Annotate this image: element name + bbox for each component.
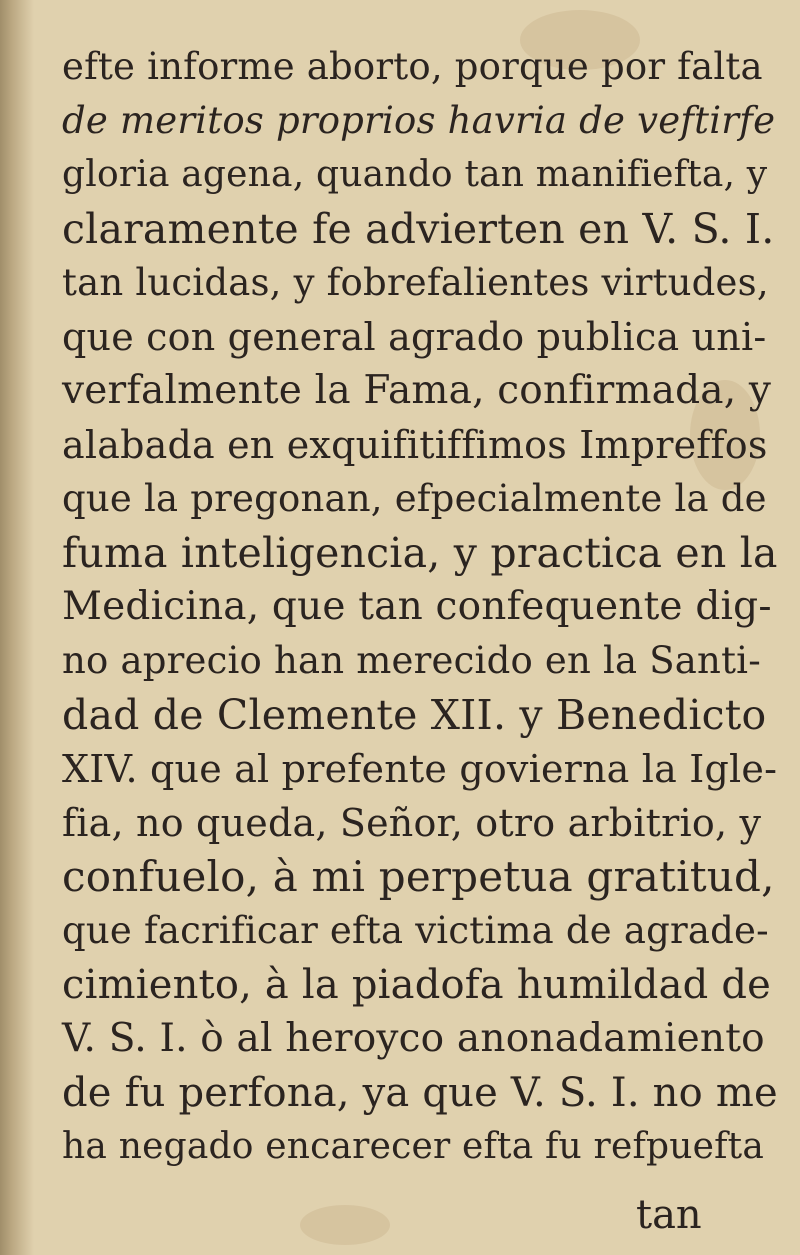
text-line: alabada en exquifitiffimos Impreffos — [62, 423, 768, 467]
text-line: Medicina, que tan confequente dig- — [62, 584, 772, 629]
text-line: que la pregonan, efpecialmente la de — [62, 477, 767, 520]
text-line: verfalmente la Fama, confirmada, y — [62, 368, 772, 413]
text-line: confuelo, à mi perpetua gratitud, — [62, 852, 775, 901]
text-line: fuma inteligencia, y practica en la — [62, 529, 778, 577]
text-line: no aprecio han merecido en la Santi- — [62, 639, 761, 682]
text-line: que con general agrado publica uni- — [62, 315, 767, 359]
text-line: XIV. que al prefente govierna la Igle- — [62, 747, 778, 791]
text-line: fia, no queda, Señor, otro arbitrio, y — [62, 801, 762, 845]
catchword: tan — [636, 1192, 702, 1238]
paper-stain — [300, 1205, 390, 1245]
text-line: que facrificar efta victima de agrade- — [62, 909, 769, 952]
text-line: cimiento, à la piadofa humildad de — [62, 962, 772, 1008]
text-line: ha negado encarecer efta fu refpuefta — [62, 1126, 764, 1167]
text-line: de fu perfona, ya que V. S. I. no me — [62, 1070, 778, 1116]
text-line: efte informe aborto, porque por falta — [62, 45, 763, 88]
text-line: de meritos proprios havria de veftirfe — [62, 99, 776, 142]
text-line: tan lucidas, y fobrefalientes virtudes, — [62, 261, 769, 304]
text-line: claramente fe advierten en V. S. I. — [62, 205, 775, 253]
text-line: gloria agena, quando tan manifiefta, y — [62, 154, 768, 195]
text-line: V. S. I. ò al heroyco anonadamiento — [62, 1016, 765, 1061]
text-line: dad de Clemente XII. y Benedicto — [62, 691, 767, 739]
page-gutter — [0, 0, 34, 1255]
